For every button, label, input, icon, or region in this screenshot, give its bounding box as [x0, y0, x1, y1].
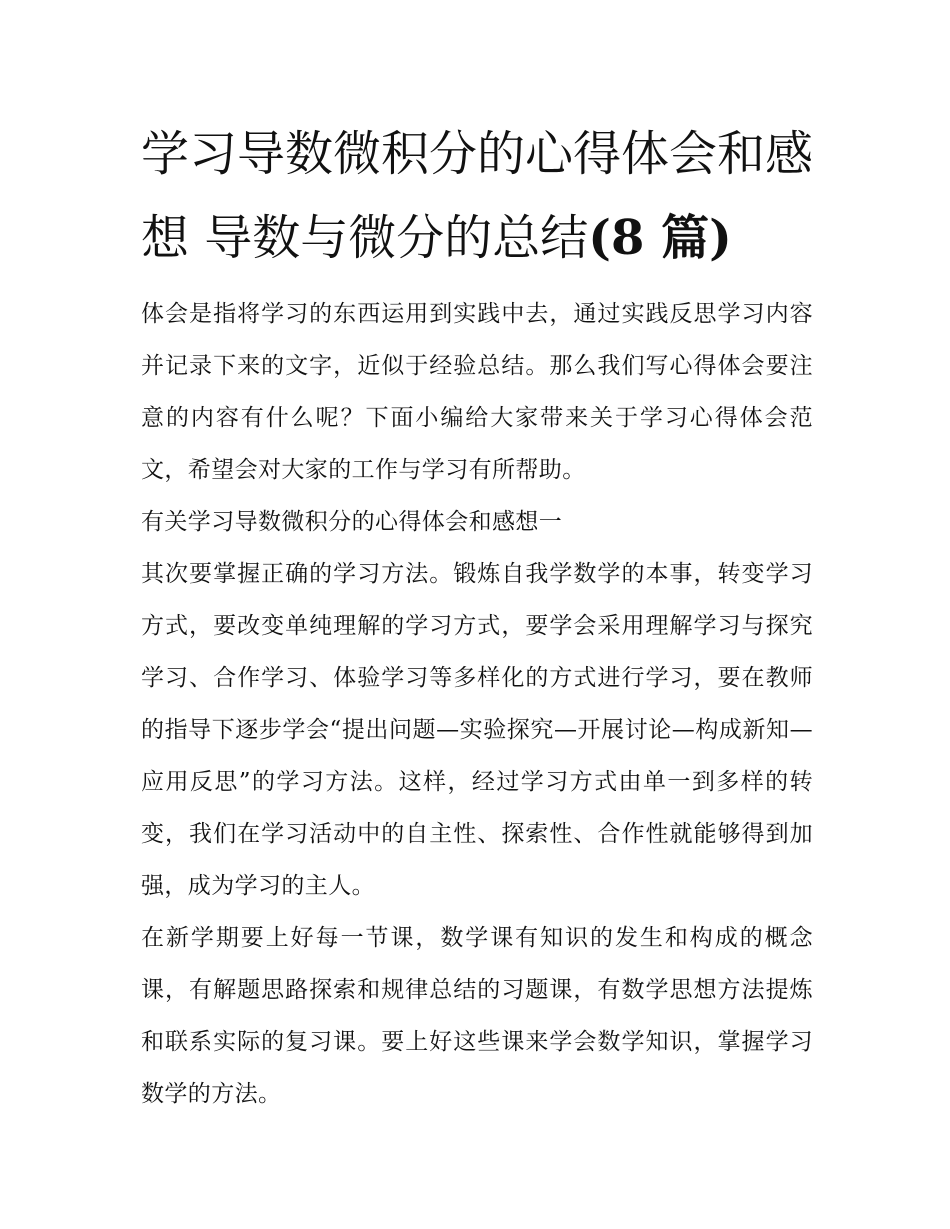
- title-suffix-text: (8 篇): [588, 210, 732, 266]
- page-title: [141, 112, 813, 280]
- title-main-text: 学习导数微积分的心得体会和感想 导数与微分的总结: [141, 126, 814, 266]
- section-heading: 有关学习导数微积分的心得体会和感想一: [141, 509, 563, 535]
- body-paragraph-2: 在新学期要上好每一节课，数学课有知识的发生和构成的概念课，有解题思路探索和规律总结的习题课，有数学思想方法提炼和联系实际的复习课。要上好这些课来学会数学知识，掌握学习数学的方法。: [141, 925, 813, 1107]
- intro-paragraph: 体会是指将学习的东西运用到实践中去，通过实践反思学习内容并记录下来的文字，近似于经验总结。那么我们写心得体会要注意的内容有什么呢？下面小编给大家带来关于学习心得体会范文，希望会对大家的工作与学习有所帮助。: [141, 301, 813, 483]
- body-paragraph-1: 其次要掌握正确的学习方法。锻炼自我学数学的本事，转变学习方式，要改变单纯理解的学习方式，要学会采用理解学习与探究学习、合作学习、体验学习等多样化的方式进行学习，要在教师的指导下逐步学会“提出问题—实验探究—开展讨论—构成新知—应用反思”的学习方法。这样，经过学习方式由单一到多样的转变，我们在学习活动中的自主性、探索性、合作性就能够得到加强，成为学习的主人。: [141, 561, 813, 899]
- document-page: [141, 112, 813, 1120]
